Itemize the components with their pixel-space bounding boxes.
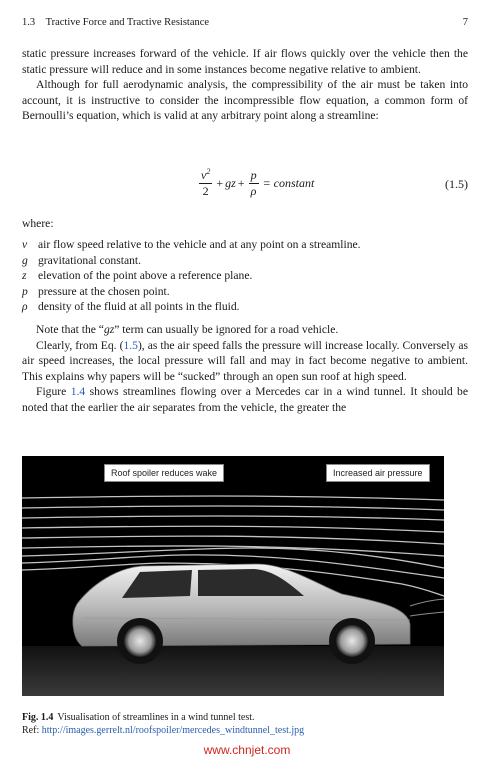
paragraph-4: Figure 1.4 shows streamlines flowing over a Mercedes car in a wind tunnel. It should be noted that the earlier the air separates from the vehicle, the greater the bbox=[22, 385, 468, 414]
wind-tunnel-photo bbox=[22, 456, 444, 696]
front-wheel bbox=[336, 625, 368, 657]
page-number: 7 bbox=[462, 17, 468, 28]
definition-item: g gravitational constant. bbox=[22, 253, 142, 267]
paragraph-3: Clearly, from Eq. (1.5), as the air speed falls the pressure will increase locally. Conversely as air speed increases, the local pressure will fall and may in fact become negative to ambient. This explains why papers will be “sucked” through an open sun roof at high speed. bbox=[22, 338, 468, 383]
rear-wheel bbox=[124, 625, 156, 657]
figure-caption: Fig. 1.4 Visualisation of streamlines in a wind tunnel test. Ref: http://images.gerrelt.nl/roofspoiler/mercedes_windtunnel_test.jpg bbox=[22, 712, 305, 736]
caption-text: Visualisation of streamlines in a wind tunnel test. bbox=[57, 712, 255, 723]
definition-item: p pressure at the chosen point. bbox=[22, 284, 170, 298]
body-text-top bbox=[22, 46, 468, 124]
callout-air-pressure: Increased air pressure bbox=[326, 464, 430, 482]
figure-link[interactable]: 1.4 bbox=[70, 385, 86, 399]
fraction-p-over-rho: $\frac{p}{\rho}$ bbox=[250, 168, 257, 198]
definition-item: v air flow speed relative to the vehicle and at any point on a streamline. bbox=[22, 238, 361, 251]
bernoulli-equation: $\frac{v^2}{2}$ + gz + $\frac{p}{\rho}$ = constant bbox=[201, 167, 315, 198]
variable-definitions bbox=[22, 237, 468, 315]
where-label: where: bbox=[22, 217, 54, 230]
equation-rhs: = constant bbox=[262, 176, 315, 190]
header-left bbox=[22, 17, 209, 28]
paragraph-1: static pressure increases forward of the vehicle. If air flows quickly over the vehicle then the static pressure will reduce and in some instances become negative relative to ambient. bbox=[22, 47, 468, 76]
definition-item: ρ density of the fluid at all points in the fluid. bbox=[22, 300, 240, 314]
wind-tunnel-figure bbox=[22, 456, 444, 696]
body-text-bottom bbox=[22, 322, 468, 416]
definition-item: z elevation of the point above a reference plane. bbox=[22, 269, 253, 283]
where-label-block bbox=[22, 216, 468, 232]
paragraph-note: Note that the “gz” term can usually be ignored for a road vehicle. bbox=[36, 323, 339, 336]
running-header bbox=[22, 17, 468, 28]
caption-label: Fig. 1.4 bbox=[22, 712, 54, 723]
caption-reference-link[interactable]: http://images.gerrelt.nl/roofspoiler/mercedes_windtunnel_test.jpg bbox=[41, 725, 305, 736]
section-number: 1.3 bbox=[22, 17, 36, 28]
section-title: Tractive Force and Tractive Resistance bbox=[45, 17, 210, 28]
gz-term: gz bbox=[225, 176, 236, 190]
equation-number: (1.5) bbox=[445, 177, 468, 191]
fraction-v2-over-2: $\frac{v^2}{2}$ bbox=[201, 167, 211, 198]
paragraph-2: Although for full aerodynamic analysis, the compressibility of the air must be taken into account, it is instructive to consider the incompressible flow equation, a common form of Bernoulli’s equation, which is valid at any arbitrary point along a streamline: bbox=[22, 78, 468, 123]
equation-link[interactable]: 1.5 bbox=[123, 338, 138, 352]
equation-block bbox=[22, 166, 468, 206]
watermark: www.chnjet.com bbox=[203, 743, 291, 757]
callout-roof-spoiler: Roof spoiler reduces wake bbox=[104, 464, 224, 482]
